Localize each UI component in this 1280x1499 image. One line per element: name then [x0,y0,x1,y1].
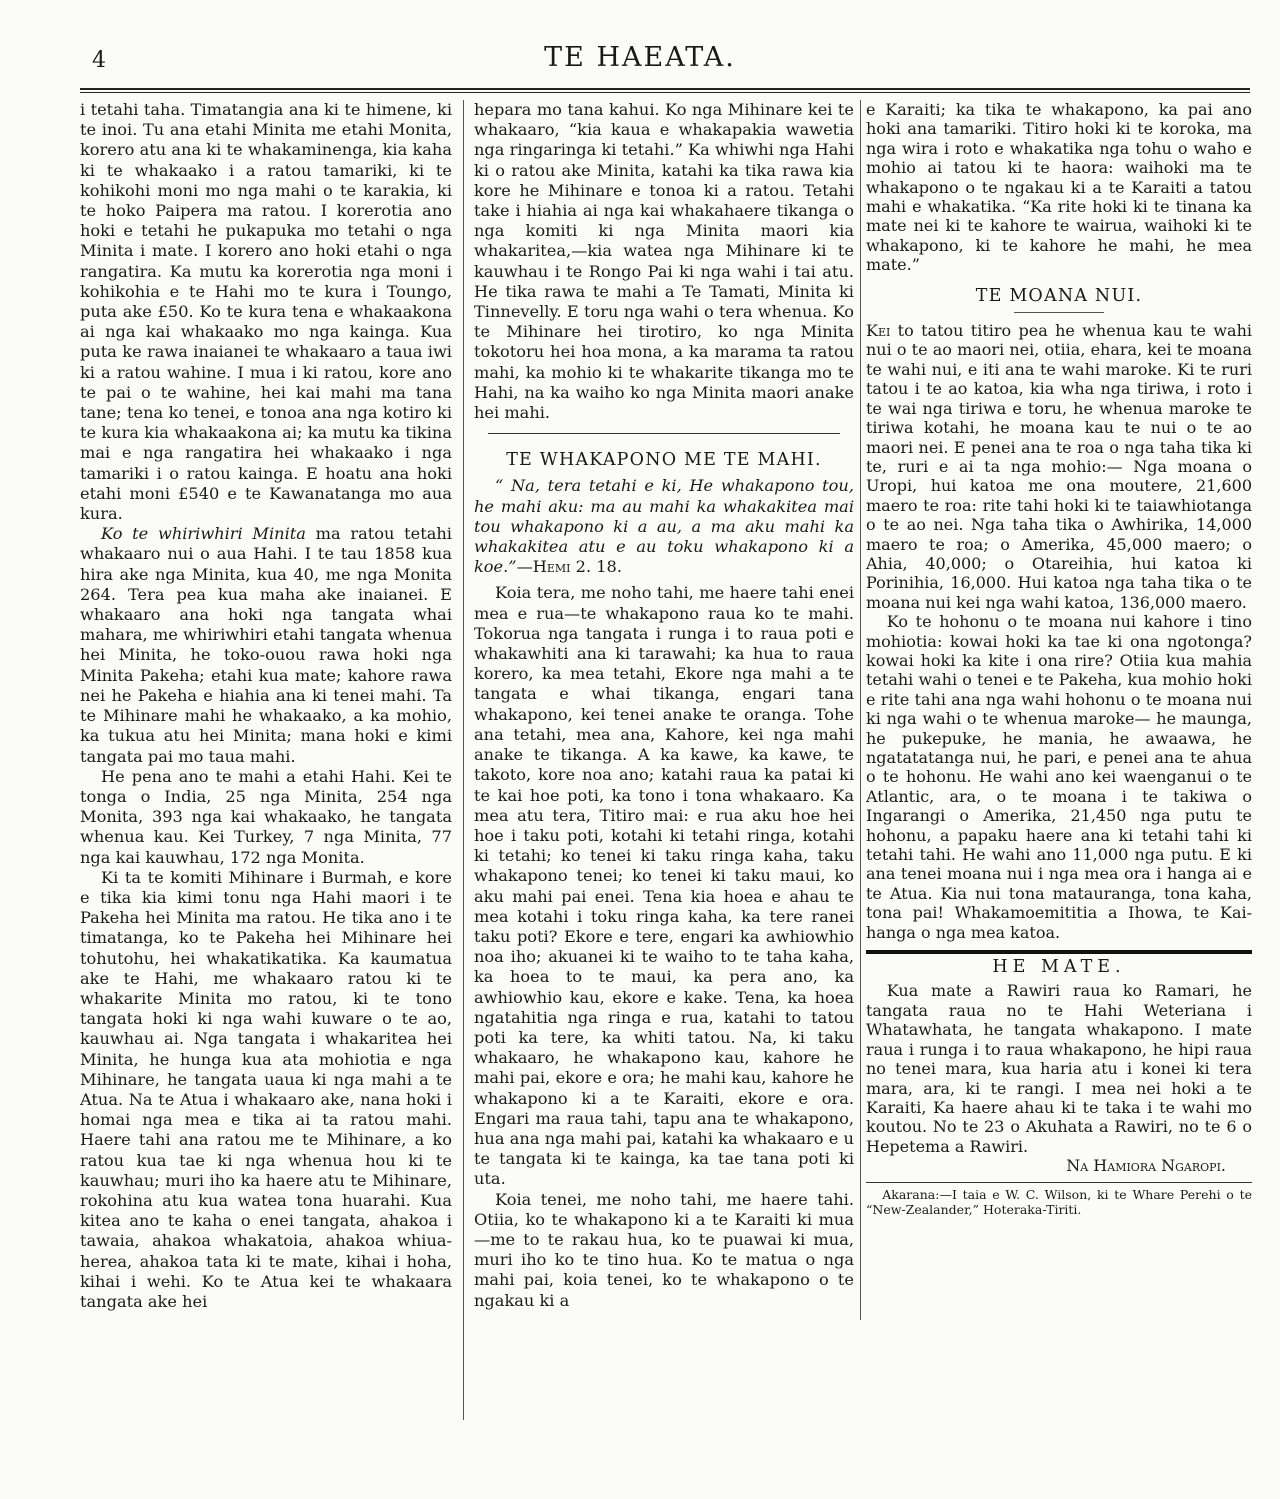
italic-lead: Ko te whiriwhiri Minita [101,524,306,544]
obituary-heading: HE MATE. [992,957,1126,978]
paragraph: Ki ta te komiti Mihinare i Burmah, e kore e tika kia kimi tonu nga Hahi maori i te Pakeha hei Minita ma ratou. He tika ano i te timatanga, ko te Pakeha hei Mihinare hei tohutohu, hei whakatikatika. Ka kaumatua ake te Hahi, me whakaaro ratou ki te whakarite Minita mo ratou, ki te tono tangata hoki ki nga wahi kuware o te ao, kauwhau ai. Nga tangata i whakaritea hei Minita, he hunga kua ata mohiotia e nga Mihinare, he tangata uaua ki nga mahi a te Atua. Na te Atua i whakaaro ake, nana hoki i homai nga mea e tika ai ta ratou mahi. Haere tahi ana ratou me te Mihinare, a ko ratou kua tae ki nga whenua hou ki te kauwhau; muri iho ka haere atu te Mihinare, rokohina atu kua watea tona huarahi. Kua kitea ano te kaha o enei tangata, ahakoa i tawaia, ahakoa whakatoia, ahakoa whiua-herea, ahakoa tata ki te mate, kihai i hoha, kihai i wehi. Ko te Atua kei te whakaara tangata ake hei [80,867,452,1311]
paragraph: Ko te hohonu o te moana nui kahore i tino mohiotia: kowai hoki ka tae ki ona ngotonga? kowai hoki ka kite i ona rire? Otiia kua mahia tetahi wahi o tenei e te Pakeha, kua mohio hoki e rite tahi ana nga wahi hohonu o te moana nui ki nga wahi o te whenua maroke— he maunga, he pukepuke, he mania, he awaawa, he ngatatatanga nui, he pari, e penei ana te ahua o te hohonu. He wahi ano kei waenganui o te Atlantic, ara, o te moana i te takiwa o Ingarangi o Amerika, 21,450 nga putu te hohonu, a papaku haere ana ki tetahi tahi ki tetahi tahi. He wahi ano 11,000 nga putu. E ki ana tenei moana nui i nga mea ora i hanga ai e te Atua. Kia nui tona matauranga, tona kaha, tona pai! Whakamoemititia a Ihowa, te Kai-hanga o nga mea katoa. [866,612,1252,942]
imprint-rule [866,1182,1252,1183]
paragraph: He pena ano te mahi a etahi Hahi. Kei te tonga o India, 25 nga Minita, 254 nga Monita, 393 nga kai whakaako, he tangata whenua kau. Kei Turkey, 7 nga Minita, 77 nga kai kauwhau, 172 nga Monita. [80,766,452,867]
paragraph: Koia tenei, me noho tahi, me haere tahi. Otiia, ko te whakapono ki a te Karaiti ki mua—me to te rakau hua, ko te puawai ki mua, muri iho ko te tino hua. Ko te matua o nga mahi pai, koia tenei, ko te whakapono o te ngakau ki a [474,1189,854,1310]
quote-reference: —Hemi 2. 18. [516,557,622,577]
article-heading: TE MOANA NUI. [975,285,1143,306]
column-rule-1 [463,100,464,1420]
signature: Na Hamiora Ngaropi. [1066,1156,1226,1176]
paragraph: Koia tera, me noho tahi, me haere tahi enei mea e rua—te whakapono raua ko te mahi. Tokorua nga tangata i runga i to raua poti e whakawhiti ana ki tarawahi; ka hua to raua korero, ka mea tetahi, Ekore nga mahi a te tangata e whai tikanga, engari tana whakapono, kei tenei anake te oranga. Tohe ana tetahi, mea ana, Kahore, kei nga mahi anake te tikanga. A ka kawe, ka kawe, te takoto, kore noa ano; katahi raua ka patai ki te kai hoe poti, ka tono i tona whakaaro. Ka mea atu tera, Titiro mai: e rua aku hoe hei hoe i taku poti, kotahi ki tetahi ringa, kotahi ki tetahi; ko tenei ki taku ringa kaha, taku whakapono tenei; ko tenei ki taku maui, ko aku mahi pai enei. Tena kia hoea e ahau te mea kotahi i toku ringa kaha, ka tere ranei taku poti? Ekore e tere, engari ka awhiowhio noa iho; akuanei ki te waiho to te taha kaha, ka hoea to te maui, ka pera ano, ka awhiowhio kau, ekore e kake. Tena, ka hoea ngatahitia nga ringa e rua, katahi to tatou poti ka tere, ka whiti tatou. Na, ki taku whakaaro, he whakapono kau, kahore he mahi pai, ekore e ora; he mahi kau, kahore he whakapono ki a te Karaiti, ekore e ora. Engari ma raua tahi, tapu ana te whakapono, hua ana nga mahi pai, katahi ka whakaaro e u te tangata ki te kainga, ka tae tana poti ki uta. [474,583,854,1189]
paragraph: hepara mo tana kahui. Ko nga Mihinare kei te whakaaro, “kia kaua e whakapakia wawetia nga ringaringa ki tetahi.” Ka whiwhi nga Hahi ki o ratou ake Minita, katahi ka tika rawa kia kore he Mihinare e tonoa ki a ratou. Tetahi take i hiahia ai nga kai whakahaere tikanga o nga komiti ki nga Minita maori kia whakaritea,—kia watea nga Mihinare ki te kauwhau i te Rongo Pai ki nga wahi i tai atu. He tika rawa te mahi a Te Tamati, Minita ki Tinnevelly. E toru nga wahi o tera whenua. Ko te Mihinare hei tirotiro, ko nga Minita tokotoru hei hoa mona, a ka marama ta ratou mahi, ka mohio ki te whakarite tikanga mo te Hahi, na ka waiho ko nga Minita maori anake hei mahi. [474,100,854,423]
paragraph [80,524,452,766]
page-number: 4 [92,48,106,73]
paragraph: i tetahi taha. Timatangia ana ki te himene, ki te inoi. Tu ana etahi Minita me etahi Monita, korero atu ana ki te whakaminenga, kia kaha ki te whakaako i a ratou tamariki, ki te kohikohi moni mo nga mahi o te karakia, ki te hoko Paipera ma ratou. I korerotia ano hoki e tetahi he pukapuka mo tetahi o nga Minita i mate. I korero ano hoki etahi o nga rangatira. Ka mutu ka korerotia nga moni i kohikohia e te Hahi mo te kura i Toungo, puta ake £50. Ko te kura tena e whakaakona ai nga kai whakaako mo nga kainga. Kua puta ke rawa inaianei te whakaaro a taua iwi ki a ratou wahine. I mua i ki ratou, kore ano te pai o te wahine, hei kai mahi ma tana tane; tena ko tenei, e tonoa ana nga kotiro ki te kura kia whakaakona ai; ka mutu ka tikina mai e nga rangatira hei whakaako i nga tamariki i o ratou kainga. E hoatu ana hoki etahi moni £540 e te Kawanatanga mo aua kura. [80,100,452,524]
paragraph: e Karaiti; ka tika te whakapono, ka pai ano hoki ana tamariki. Titiro hoki ki te koroka, ma nga wira i roto e whakatika nga tohu o waho e mohio ai tatou ki te haora: waihoki ma te whakapono o te ngakau ki a te Karaiti a tatou mahi e whakatika. “Ka rite hoki ki te tinana ka mate nei ki te kahore te wairua, waihoki ki te whakapono, ki te kahore he mahi, he mea mate.” [866,100,1252,275]
masthead-rule [80,88,1250,93]
column-3 [866,100,1252,1360]
scripture-quote [474,476,854,577]
paragraph-text: to tatou titiro pea he whenua kau te wahi nui o te ao maori nei, otiia, ehara, kei te moana te wahi nui, e iti ana te wahi maroke. Ki te ruri tatou i te ao katoa, kia wha nga tiriwa, i roto i te wai nga tiriwa e toru, he whenua maroke te tiriwa kotahi, he moana kau te nui o te ao maori nei. E penei ana te roa o nga taha tika ki te, ruri e ai ta nga mohio:— Nga moana o Uropi, hui katoa me ona moutere, 21,600 maero te roa: rite tahi hoki ki te taiawhiotanga o te ao nei. Nga taha tika o Awhirika, 14,000 maero te roa; o Amerika, 45,000 maero; o Ahia, 40,000; o Otareihia, hui katoa ki Porinihia, 16,000. Hui katoa nga taha tika o te moana nui kei nga wahi katoa, 136,000 maero. [866,321,1252,612]
masthead-title: TE HAEATA. [544,42,736,73]
column-1 [80,100,452,1420]
section-divider [866,950,1252,954]
paragraph: Kua mate a Rawiri raua ko Ramari, he tangata raua no te Hahi Weteriana i Whatawhata, he tangata whakapono. I mate raua i runga i to raua whakapono, he hipi raua no tenei mara, kua haria atu i konei ki tera mara, ara, ki te rangi. I mea nei hoki a te Karaiti, Ka haere ahau ki te taka i te wahi mo koutou. No te 23 o Akuhata a Rawiri, no te 6 o Hepetema a Rawiri. [866,981,1252,1156]
printer-imprint: Akarana:—I taia e W. C. Wilson, ki te Whare Perehi o te “New-Zealander,” Hoteraka-Tiriti. [866,1186,1252,1217]
article-heading: TE WHAKAPONO ME TE MAHI. [506,450,822,471]
heading-underline [1014,312,1104,313]
column-2 [474,100,854,1420]
paragraph [866,321,1252,612]
paragraph-text: ma ratou tetahi whakaaro nui o aua Hahi. I te tau 1858 kua hira ake nga Minita, kua 40, me nga Monita 264. Tera pea kua maha ake inaianei. E whakaaro ana hoki nga tangata whai mahara, me whiriwhiri etahi tangata whenua hei Minita, he toko-ouou rawa hoki nga Minita Pakeha; etahi kua mate; kahore rawa nei he Pakeha e hiahia ana ki tenei mahi. Ta te Mihinare mahi he whakaako, a ka mohio, ka tukua atu hei Minita; mana hoki e kimi tangata pai mo taua mahi. [80,524,452,766]
lead-word: Kei [866,321,891,341]
column-rule-2 [860,100,861,1320]
quote-text: “ Na, tera tetahi e ki, He whakapono tou, he mahi aku: ma au mahi ka whakakitea mai tou whakapono ki a au, a ma aku mahi ka whakakitea atu e au toku whakapono ki a koe.” [474,476,854,577]
